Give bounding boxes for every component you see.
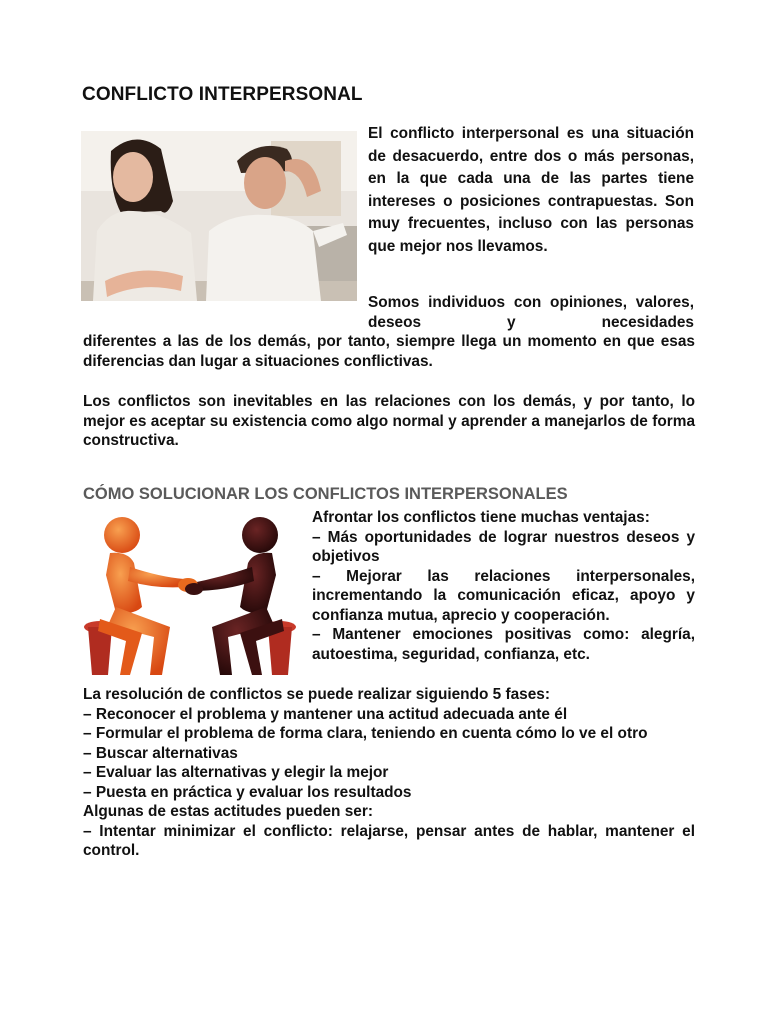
somos-first-line: Somos individuos con opiniones, valores, deseos y necesidades (368, 294, 694, 331)
attitudes-intro: Algunas de estas actitudes pueden ser: (83, 803, 373, 820)
phases-block (83, 685, 695, 861)
intro-rest: es una situación de desacuerdo, entre dos o más personas, en la que cada una de las partes tiene intereses o posiciones contrapuestas. Son muy frecuentes, incluso con las personas que mejor nos llevamos. (368, 125, 695, 255)
advantages-intro: Afrontar los conflictos tiene muchas ventajas: (312, 509, 650, 526)
somos-paragraph-rest: diferentes a las de los demás, por tanto, siempre llega un momento en que esas diferencias dan lugar a situaciones conflictivas. (83, 333, 695, 370)
phase-item: – Formular el problema de forma clara, teniendo en cuenta cómo lo ve el otro (83, 725, 648, 742)
phase-item: – Puesta en práctica y evaluar los resultados (83, 783, 412, 801)
attitude-item: – Intentar minimizar el conflicto: relajarse, pensar antes de hablar, mantener el control. (83, 822, 695, 859)
phase-item: – Reconocer el problema y mantener una actitud adecuada ante él (83, 705, 568, 723)
couple-photo (81, 131, 357, 301)
advantages-block (312, 508, 695, 664)
page-title: CONFLICTO INTERPERSONAL (82, 84, 363, 105)
section-subtitle: CÓMO SOLUCIONAR LOS CONFLICTOS INTERPERSONALES (83, 485, 568, 503)
advantage-item: – Mejorar las relaciones interpersonales, incrementando la comunicación eficaz, apoyo y confianza mutua, aprecio y cooperación. (312, 567, 695, 624)
intro-term: conflicto interpersonal (390, 125, 560, 142)
phases-intro: La resolución de conflictos se puede realizar siguiendo 5 fases: (83, 686, 550, 703)
intro-paragraph (368, 123, 694, 258)
phase-item: – Buscar alternativas (83, 744, 238, 762)
handshake-illustration (80, 515, 302, 679)
advantage-item: – Más oportunidades de lograr nuestros deseos y objetivos (312, 528, 695, 565)
intro-lead: El (368, 125, 383, 142)
phase-item: – Evaluar las alternativas y elegir la mejor (83, 764, 389, 781)
advantage-item: – Mantener emociones positivas como: alegría, autoestima, seguridad, confianza, etc. (312, 626, 695, 663)
inevitable-paragraph: Los conflictos son inevitables en las relaciones con los demás, y por tanto, lo mejor es aceptar su existencia como algo normal y aprender a manejarlos de forma constructiva. (83, 393, 695, 449)
